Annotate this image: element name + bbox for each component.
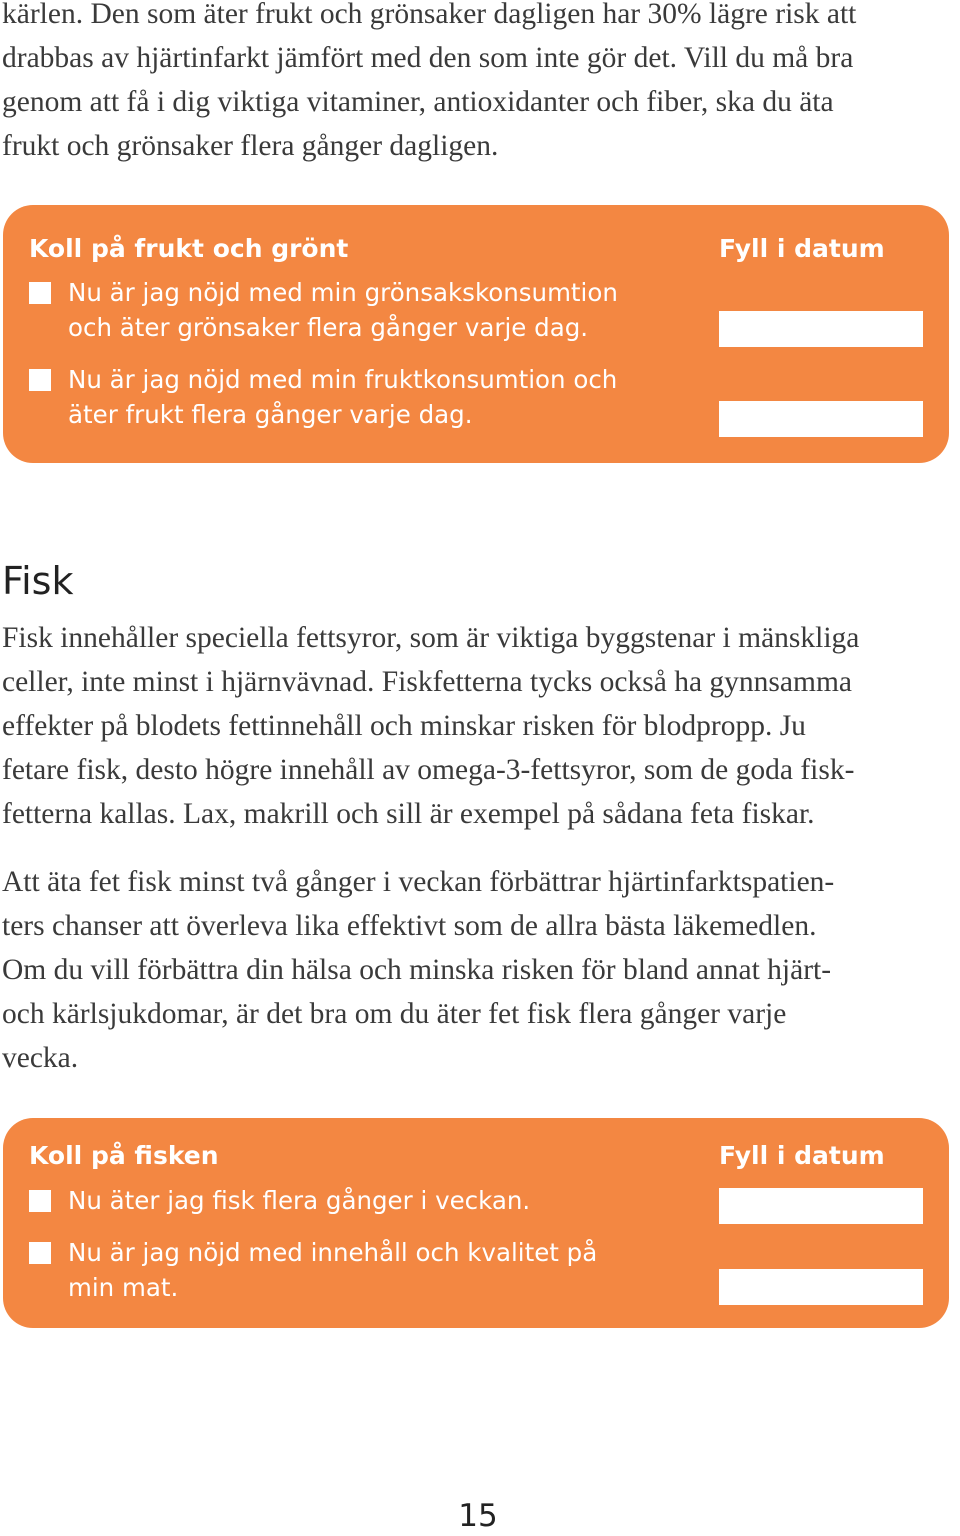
food-quality-date-field[interactable]	[719, 1269, 923, 1305]
checklist-item-line: Nu är jag nöjd med min grönsakskonsumtion	[68, 278, 618, 307]
paragraph-line: genom att få i dig viktiga vitaminer, antioxidanter och fiber, ska du äta	[2, 86, 834, 118]
fish-weekly-checkbox[interactable]	[29, 1190, 51, 1212]
checklist-item-line: Nu är jag nöjd med innehåll och kvalitet på	[68, 1238, 598, 1267]
paragraph-line: och kärlsjukdomar, är det bra om du äter fet fisk flera gånger varje	[2, 998, 787, 1030]
checklist-item-vegetables	[29, 275, 689, 347]
vegetables-date-field[interactable]	[719, 311, 923, 347]
fruit-box-date-label: Fyll i datum	[719, 234, 885, 263]
checklist-item-fish-weekly	[29, 1183, 689, 1219]
fish-checklist-box	[3, 1118, 949, 1328]
paragraph-line: fetare fisk, desto högre innehåll av omega-3-fettsyror, som de goda fisk-	[2, 754, 855, 786]
paragraph-line: Fisk innehåller speciella fettsyror, som är viktiga byggstenar i mänskliga	[2, 622, 860, 654]
paragraph-line: frukt och grönsaker flera gånger dagligen.	[2, 130, 499, 162]
fruit-vegetable-checklist-box	[3, 205, 949, 463]
checklist-item-line: äter frukt flera gånger varje dag.	[68, 400, 473, 429]
checklist-item-text	[68, 1183, 530, 1218]
checklist-item-text	[68, 362, 617, 432]
paragraph-line: Att äta fet fisk minst två gånger i veckan förbättrar hjärtinfarktspatien-	[2, 866, 835, 898]
paragraph-line: drabbas av hjärtinfarkt jämfört med den som inte gör det. Vill du må bra	[2, 42, 854, 74]
checklist-item-fruit	[29, 362, 689, 434]
fish-paragraph-2	[2, 860, 958, 1080]
intro-paragraph	[2, 0, 958, 168]
vegetables-checkbox[interactable]	[29, 282, 51, 304]
fruit-date-field[interactable]	[719, 401, 923, 437]
food-quality-checkbox[interactable]	[29, 1242, 51, 1264]
page-number: 15	[458, 1498, 498, 1534]
fish-weekly-date-field[interactable]	[719, 1188, 923, 1224]
paragraph-line: celler, inte minst i hjärnvävnad. Fiskfetterna tycks också ha gynnsamma	[2, 666, 852, 698]
checklist-item-line: och äter grönsaker flera gånger varje dag.	[68, 313, 589, 342]
checklist-item-text	[68, 275, 618, 345]
checklist-item-text	[68, 1235, 597, 1305]
checklist-item-food-quality	[29, 1235, 689, 1307]
checklist-item-line: Nu är jag nöjd med min fruktkonsumtion och	[68, 365, 618, 394]
paragraph-line: vecka.	[2, 1042, 79, 1074]
paragraph-line: ters chanser att överleva lika effektivt som de allra bästa läkemedlen.	[2, 910, 817, 942]
paragraph-line: Om du vill förbättra din hälsa och minska risken för bland annat hjärt-	[2, 954, 832, 986]
paragraph-line: kärlen. Den som äter frukt och grönsaker dagligen har 30% lägre risk att	[2, 0, 857, 30]
fish-box-title: Koll på fisken	[29, 1141, 219, 1170]
paragraph-line: effekter på blodets fettinnehåll och minskar risken för blodpropp. Ju	[2, 710, 806, 742]
fish-section-heading: Fisk	[2, 559, 74, 603]
fish-box-date-label: Fyll i datum	[719, 1141, 885, 1170]
fish-paragraph-1	[2, 616, 958, 836]
fruit-box-title: Koll på frukt och grönt	[29, 234, 349, 263]
paragraph-line: fetterna kallas. Lax, makrill och sill är exempel på sådana feta fiskar.	[2, 798, 815, 830]
checklist-item-line: min mat.	[68, 1273, 179, 1302]
checklist-item-line: Nu äter jag fisk flera gånger i veckan.	[68, 1186, 531, 1215]
fruit-checkbox[interactable]	[29, 369, 51, 391]
